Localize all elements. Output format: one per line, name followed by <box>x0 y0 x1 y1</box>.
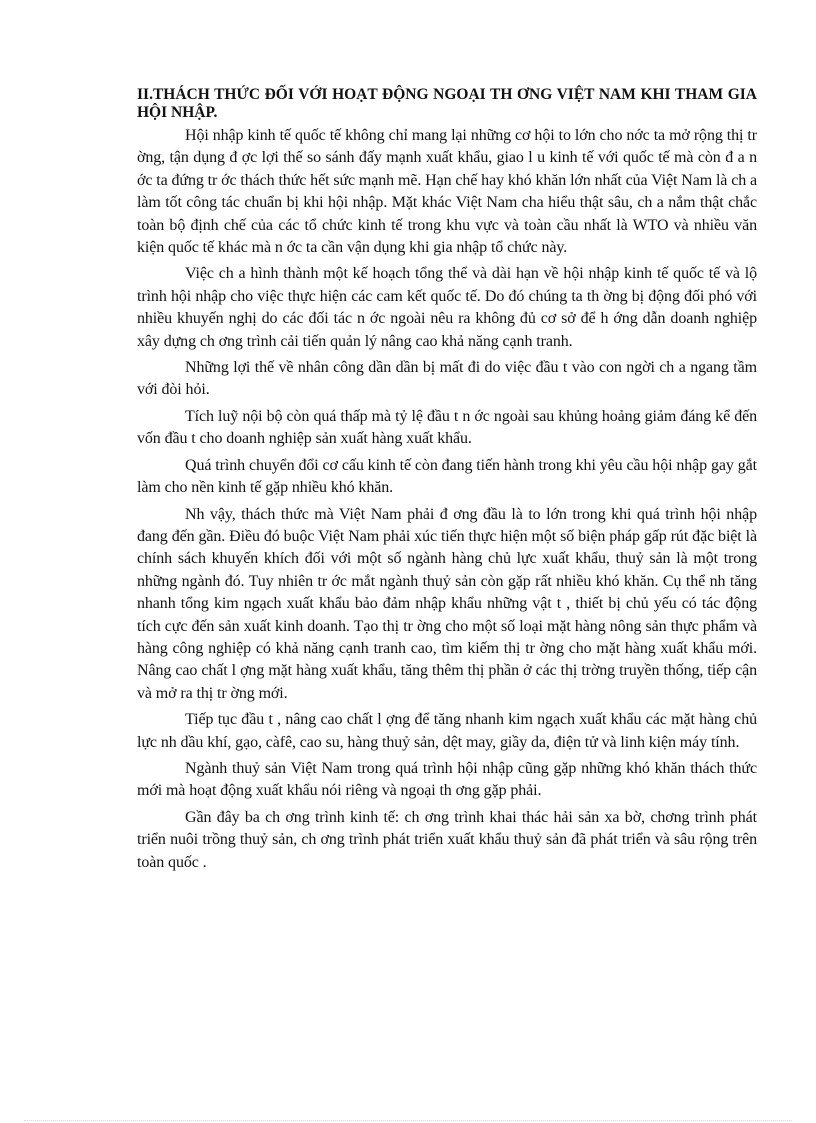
document-page <box>137 86 757 878</box>
paragraph-6: Nh vậy, thách thức mà Việt Nam phải đ ơng đầu là to lớn trong khi quá trình hội nhập đang đến gần. Điều đó buộc Việt Nam phải xúc tiến thực hiện một số biện pháp gấp rút đặc biệt là chính sách khuyến khích đối với một số ngành hàng chủ lực xuất khẩu, thuỷ sản là một trong những ngành đó. Tuy nhiên tr ớc mắt ngành thuỷ sản còn gặp rất nhiều khó khăn. Cụ thể nh tăng nhanh tổng kim ngạch xuất khẩu bảo đảm nhập khẩu những vật t , thiết bị chủ yếu có tác động tích cực đến sản xuất kinh doanh. Tạo thị tr ờng cho một số loại mặt hàng nông sản thực phẩm và hàng công nghiệp có khả năng cạnh tranh cao, tìm kiếm thị tr ờng cho mặt hàng xuất khẩu mới. Nâng cao chất l ợng mặt hàng xuất khẩu, tăng thêm thị phần ở các thị trờng truyền thống, tiếp cận và mở ra thị tr ờng mới. <box>137 505 757 702</box>
paragraph-7: Tiếp tục đầu t , nâng cao chất l ợng để tăng nhanh kim ngạch xuất khẩu các mặt hàng chủ lực nh dầu khí, gạo, càfê, cao su, hàng thuỷ sản, dệt may, giầy da, điện tử và linh kiện máy tính. <box>137 711 757 751</box>
paragraph-3: Những lợi thế về nhân công dần dần bị mất đi do việc đầu t vào con ngời ch a ngang tầm với đòi hỏi. <box>137 359 757 399</box>
paragraph-2: Việc ch a hình thành một kế hoạch tổng thể và dài hạn về hội nhập kinh tế quốc tế và lộ trình hội nhập cho việc thực hiện các cam kết quốc tế. Do đó chúng ta th ờng bị động đối phó với nhiều khuyến nghị do các đối tác n ớc ngoài nêu ra không đủ cơ sở để h ớng dẫn doanh nghiệp xây dựng ch ơng trình cải tiến quản lý nâng cao khả năng cạnh tranh. <box>137 265 757 350</box>
section-heading: II.THÁCH THỨC ĐỐI VỚI HOẠT ĐỘNG NGOẠI TH ƠNG VIỆT NAM KHI THAM GIA HỘI NHẬP. <box>137 86 757 121</box>
paragraph-5: Quá trình chuyển đổi cơ cấu kinh tế còn đang tiến hành trong khi yêu cầu hội nhập gay gắt làm cho nền kinh tế gặp nhiều khó khăn. <box>137 456 757 497</box>
paragraph-9: Gần đây ba ch ơng trình kinh tế: ch ơng trình khai thác hải sản xa bờ, chơng trình phát triển nuôi trồng thuỷ sản, ch ơng trình phát triển xuất khẩu thuỷ sản đã phát triển và sâu rộng trên toàn quốc . <box>137 808 757 871</box>
paragraph-1: Hội nhập kinh tế quốc tế không chỉ mang lại những cơ hội to lớn cho nớc ta mở rộng thị tr ờng, tận dụng đ ợc lợi thế so sánh đấy mạnh xuất khẩu, giao l u kinh tế với quốc tế mà còn đ a n ớc ta đứng tr ớc thách thức hết sức mạnh mẽ. Hạn chế hay khó khăn lớn nhất của Việt Nam là ch a làm tốt công tác chuẩn bị khi hội nhập. Mặt khác Việt Nam cha hiểu thật sâu, ch a nắm thật chắc toàn bộ định chế của các tổ chức kinh tế trong khu vực và toàn cầu nhất là WTO và nhiều văn kiện quốc tế khác mà n ớc ta cần vận dụng khi gia nhập tổ chức này. <box>137 127 757 257</box>
page-bottom-divider <box>24 1120 792 1121</box>
paragraph-4: Tích luỹ nội bộ còn quá thấp mà tỷ lệ đầu t n ớc ngoài sau khủng hoảng giảm đáng kể đến vốn đầu t cho doanh nghiệp sản xuất hàng xuất khẩu. <box>137 407 757 448</box>
paragraph-8: Ngành thuỷ sản Việt Nam trong quá trình hội nhập cũng gặp những khó khăn thách thức mới mà hoạt động xuất khẩu nói riêng và ngoại th ơng gặp phải. <box>137 759 757 800</box>
